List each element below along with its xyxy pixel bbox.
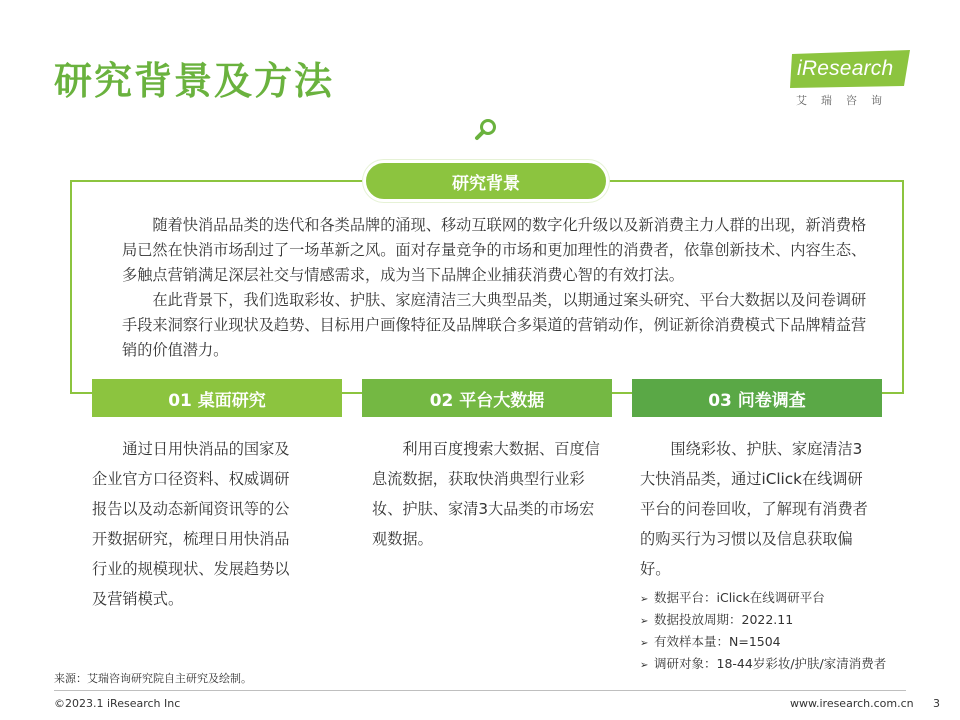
method-body-desk-research: 通过日用快消品的国家及企业官方口径资料、权威调研报告以及动态新闻资讯等的公开数据研究，梳理日用快消品行业的规模现状、发展趋势以及营销模式。 (92, 440, 290, 608)
search-icon (474, 117, 498, 145)
survey-details-list (640, 588, 886, 676)
background-heading-pill: 研究背景 (363, 160, 609, 202)
logo-subtitle: 艾瑞咨询 (796, 94, 896, 107)
footer-url: www.iresearch.com.cn (790, 697, 914, 710)
background-paragraph: 在此背景下，我们选取彩妆、护肤、家庭清洁三大典型品类，以期通过案头研究、平台大数据以及问卷调研手段来洞察行业现状及趋势、目标用户画像特征及品牌联合多渠道的营销动作，例证新徐消费模式下品牌精益营销的价值潜力。 (122, 291, 867, 359)
list-item: ➢ 数据平台：iClick在线调研平台 (640, 588, 886, 610)
arrow-bullet-icon: ➢ (640, 594, 649, 605)
method-header-desk-research: 01 桌面研究 (92, 379, 342, 417)
arrow-bullet-icon: ➢ (640, 638, 649, 649)
method-body-platform-big-data: 利用百度搜索大数据、百度信息流数据，获取快消典型行业彩妆、护肤、家清3大品类的市场宏观数据。 (372, 440, 600, 548)
source-note: 来源：艾瑞咨询研究院自主研究及绘制。 (54, 672, 252, 685)
arrow-bullet-icon: ➢ (640, 660, 649, 671)
list-item: ➢ 调研对象：18-44岁彩妆/护肤/家清消费者 (640, 654, 886, 676)
list-item: ➢ 数据投放周期：2022.11 (640, 610, 886, 632)
page-title: 研究背景及方法 (54, 59, 335, 103)
background-text (122, 213, 870, 363)
iresearch-logo (790, 50, 920, 110)
arrow-bullet-icon: ➢ (640, 616, 649, 627)
footer-divider (54, 690, 906, 691)
background-paragraph: 随着快消品品类的迭代和各类品牌的涌现、移动互联网的数字化升级以及新消费主力人群的出现，新消费格局已然在快消市场刮过了一场革新之风。面对存量竞争的市场和更加理性的消费者，依靠创新技术、内容生态、多触点营销满足深层社交与情感需求，成为当下品牌企业捕获消费心智的有效打法。 (122, 216, 867, 284)
footer-copyright: ©2023.1 iResearch Inc (54, 697, 181, 710)
list-item: ➢ 有效样本量：N=1504 (640, 632, 886, 654)
method-body-questionnaire: 围绕彩妆、护肤、家庭清洁3大快消品类，通过iClick在线调研平台的问卷回收，了解现有消费者的购买行为习惯以及信息获取偏好。 (640, 440, 868, 578)
method-header-platform-big-data: 02 平台大数据 (362, 379, 612, 417)
page-number: 3 (933, 697, 940, 710)
method-header-questionnaire: 03 问卷调查 (632, 379, 882, 417)
logo-wordmark: iResearch (797, 57, 894, 80)
